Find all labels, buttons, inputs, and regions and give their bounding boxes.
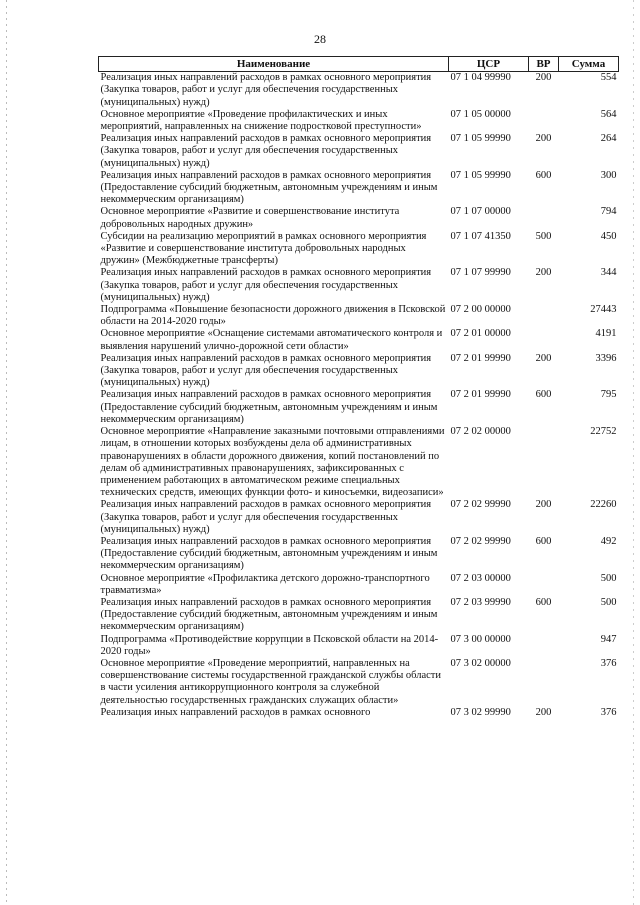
row-sum: 344	[600, 267, 617, 279]
row-name: Подпрограмма «Противодействие коррупции в Псковской области на 2014-2020 годы»	[100, 633, 439, 657]
header-vr: ВР	[529, 57, 559, 72]
row-vr: 200	[535, 267, 552, 279]
row-name: Реализация иных направлений расходов в рамках основного мероприятия (Предоставление субсидий бюджетным, автономным учреждениям и иным некоммерческим организациям)	[100, 389, 438, 425]
row-sum: 794	[600, 206, 617, 218]
row-vr: 200	[535, 499, 552, 511]
row-name: Реализация иных направлений расходов в рамках основного мероприятия (Закупка товаров, работ и услуг для обеспечения государственных (муниципальных) нужд)	[100, 267, 432, 303]
row-vr: 200	[535, 706, 552, 718]
header-row	[99, 57, 619, 72]
row-name: Подпрограмма «Повышение безопасности дорожного движения в Псковской области на 2014-2020 годы»	[100, 304, 446, 328]
row-sum: 4191	[595, 328, 617, 340]
row-name: Реализация иных направлений расходов в рамках основного мероприятия (Закупка товаров, работ и услуг для обеспечения государственных (муниципальных) нужд)	[100, 133, 432, 169]
scan-edge-left	[6, 0, 7, 905]
table-row	[99, 634, 619, 658]
budget-table	[98, 56, 619, 719]
table-row	[99, 328, 619, 352]
page-number: 28	[314, 32, 326, 46]
row-csr: 07 2 01 99990	[450, 389, 511, 401]
table-row	[99, 573, 619, 597]
row-csr: 07 2 01 00000	[450, 328, 511, 340]
table-row	[99, 426, 619, 499]
row-name: Основное мероприятие «Направление заказными почтовыми отправлениями лицам, в отношении которых возбуждены дела об административных правонарушениях в области дорожного движения, копий постановлений по делам об административных правонарушениях, зафиксированных с применением работающих в автоматическом режиме специальных технических средств, имеющих функции фото- и киносъемки, видеозаписи»	[100, 426, 445, 499]
table-row	[99, 170, 619, 207]
row-name: Реализация иных направлений расходов в рамках основного мероприятия (Закупка товаров, работ и услуг для обеспечения государственных (муниципальных) нужд)	[100, 72, 432, 108]
table-row	[99, 499, 619, 536]
row-name: Основное мероприятие «Проведение мероприятий, направленных на совершенствование системы государственной гражданской службы области в части усиления антикоррупционного контроля за служебной деятельностью государственных гражданских служащих области»	[100, 657, 442, 706]
row-name: Субсидии на реализацию мероприятий в рамках основного мероприятия «Развитие и совершенствование института добровольных народных дружин» (Межбюджетные трансферты)	[100, 230, 427, 267]
row-sum: 376	[600, 657, 617, 669]
row-csr: 07 1 05 99990	[450, 133, 511, 145]
table-row	[99, 658, 619, 707]
row-name: Реализация иных направлений расходов в рамках основного мероприятия (Закупка товаров, работ и услуг для обеспечения государственных (муниципальных) нужд)	[100, 499, 432, 535]
row-vr	[529, 426, 559, 499]
row-name: Реализация иных направлений расходов в рамках основного мероприятия (Предоставление субсидий бюджетным, автономным учреждениям и иным некоммерческим организациям)	[100, 596, 438, 633]
row-csr: 07 2 02 99990	[450, 499, 511, 511]
row-csr: 07 2 02 99990	[450, 535, 511, 547]
row-csr: 07 3 00 00000	[450, 633, 511, 645]
table-row	[99, 133, 619, 170]
table-row	[99, 597, 619, 634]
table-body	[99, 72, 619, 719]
table-row	[99, 267, 619, 304]
row-sum: 376	[600, 706, 617, 718]
row-csr: 07 2 02 00000	[450, 426, 511, 438]
row-sum: 264	[600, 133, 617, 145]
row-vr: 500	[535, 230, 552, 242]
row-name: Реализация иных направлений расходов в рамках основного	[100, 706, 371, 718]
row-sum: 947	[600, 633, 617, 645]
row-vr: 600	[535, 169, 552, 181]
table-row	[99, 72, 619, 109]
table-row	[99, 707, 619, 719]
row-vr: 200	[535, 72, 552, 84]
header-csr: ЦСР	[449, 57, 529, 72]
row-name: Основное мероприятие «Развитие и совершенствование института добровольных народных дружин»	[100, 206, 400, 230]
row-vr	[529, 658, 559, 707]
row-sum: 450	[600, 230, 617, 242]
row-sum: 564	[600, 108, 617, 120]
row-csr: 07 1 07 99990	[450, 267, 511, 279]
row-csr: 07 2 01 99990	[450, 352, 511, 364]
row-vr	[529, 206, 559, 230]
row-sum: 300	[600, 169, 617, 181]
row-vr: 200	[535, 133, 552, 145]
row-name: Реализация иных направлений расходов в рамках основного мероприятия (Предоставление субсидий бюджетным, автономным учреждениям и иным некоммерческим организациям)	[100, 169, 438, 206]
table-header	[99, 57, 619, 72]
row-sum: 492	[600, 535, 617, 547]
row-csr: 07 1 07 00000	[450, 206, 511, 218]
row-vr	[529, 304, 559, 328]
table-row	[99, 353, 619, 390]
row-name: Основное мероприятие «Профилактика детского дорожно-транспортного травматизма»	[100, 572, 430, 596]
table-row	[99, 389, 619, 426]
header-sum: Сумма	[559, 57, 619, 72]
header-name: Наименование	[99, 57, 449, 72]
row-sum: 22752	[590, 426, 617, 438]
table-row	[99, 206, 619, 230]
row-name: Реализация иных направлений расходов в рамках основного мероприятия (Предоставление субсидий бюджетным, автономным учреждениям и иным некоммерческим организациям)	[100, 535, 438, 572]
row-vr: 200	[535, 352, 552, 364]
scan-edge-right	[633, 0, 634, 905]
row-sum: 500	[600, 572, 617, 584]
row-csr: 07 2 03 00000	[450, 572, 511, 584]
table-row	[99, 536, 619, 573]
row-csr: 07 1 04 99990	[450, 72, 511, 84]
row-vr	[529, 109, 559, 133]
row-sum: 554	[600, 72, 617, 84]
row-name: Реализация иных направлений расходов в рамках основного мероприятия (Закупка товаров, работ и услуг для обеспечения государственных (муниципальных) нужд)	[100, 352, 432, 389]
row-csr: 07 2 00 00000	[450, 304, 511, 316]
row-vr	[529, 634, 559, 658]
table-row	[99, 304, 619, 328]
row-sum: 22260	[590, 499, 617, 511]
table-row	[99, 109, 619, 133]
row-sum: 500	[600, 596, 617, 608]
row-vr	[529, 328, 559, 352]
row-sum: 795	[600, 389, 617, 401]
row-csr: 07 1 05 99990	[450, 169, 511, 181]
row-vr: 600	[535, 389, 552, 401]
row-vr: 600	[535, 596, 552, 608]
row-csr: 07 1 07 41350	[450, 230, 511, 242]
row-name: Основное мероприятие «Проведение профилактических и иных мероприятий, направленных на снижение подростковой преступности»	[100, 108, 422, 133]
row-csr: 07 1 05 00000	[450, 108, 511, 120]
row-sum: 3396	[595, 352, 617, 364]
row-csr: 07 3 02 00000	[450, 657, 511, 669]
row-vr: 600	[535, 535, 552, 547]
row-csr: 07 3 02 99990	[450, 706, 511, 718]
table-row	[99, 231, 619, 268]
row-vr	[529, 573, 559, 597]
row-csr: 07 2 03 99990	[450, 596, 511, 608]
row-sum: 27443	[590, 304, 617, 316]
row-name: Основное мероприятие «Оснащение системами автоматического контроля и выявления нарушений улично-дорожной сети области»	[100, 328, 443, 352]
